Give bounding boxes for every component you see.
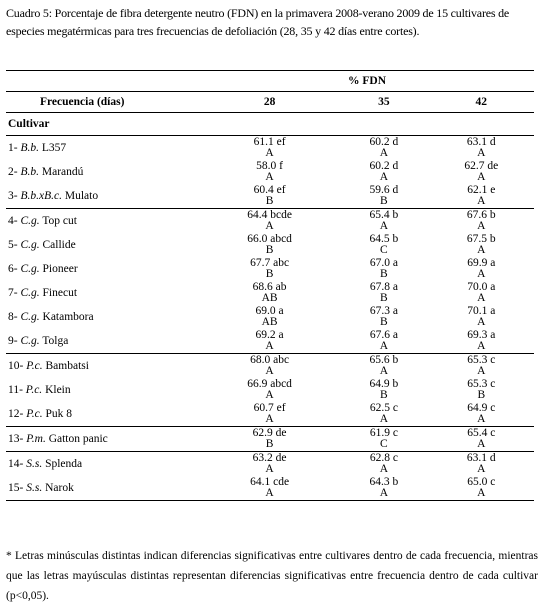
- table-body: [6, 113, 534, 501]
- fdn-table: [6, 70, 534, 501]
- value-cell-28: 69.0 a AB: [255, 305, 284, 328]
- value-cell-42: 63.1 d A: [466, 136, 496, 159]
- group-header-spacer: [6, 71, 200, 92]
- section-row: [6, 113, 534, 136]
- value-cell-35: 59.6 d B: [369, 184, 399, 207]
- cultivar-name: 3- B.b.xB.c. Mulato: [8, 190, 99, 202]
- value-cell-42: 62.7 de A: [464, 160, 499, 183]
- value-cell-42: 67.6 b A: [466, 209, 496, 232]
- value-cell-42: 65.4 c A: [467, 427, 496, 450]
- col-header-28: 28: [263, 96, 276, 108]
- value-cell-35: 64.9 b B: [369, 378, 399, 401]
- column-header-row: [6, 92, 534, 113]
- value-cell-42: 63.1 d A: [466, 452, 496, 475]
- value-cell-28: 60.7 ef A: [253, 402, 286, 425]
- value-cell-42: 70.1 a A: [467, 305, 496, 328]
- value-cell-42: 62.1 e A: [467, 184, 496, 207]
- cultivar-name: 12- P.c. Puk 8: [8, 408, 73, 420]
- table-row: [6, 354, 534, 379]
- value-cell-42: 67.5 b A: [466, 233, 496, 256]
- table-caption: Cuadro 5: Porcentaje de fibra detergente neutro (FDN) en la primavera 2008-verano 2009 de 15 cultivares de especies megatérmicas para tres frecuencias de defoliación (28, 35 y 42 días entre cortes).: [6, 6, 510, 38]
- value-cell-28: 58.0 f A: [256, 160, 283, 183]
- cultivar-name: 5- C.g. Callide: [8, 239, 76, 251]
- value-cell-35: 65.4 b A: [369, 209, 399, 232]
- cultivar-name: 13- P.m. Gatton panic: [8, 433, 108, 445]
- footnote: * Letras minúsculas distintas indican diferencias significativas entre cultivares dentro de cada frecuencia, mientras que las letras mayúsculas distintas representan diferencias significativas entre frecuencia dentro de cada cultivar (p<0,05).: [6, 550, 538, 602]
- table-row: [6, 160, 534, 184]
- value-cell-35: 64.3 b A: [369, 476, 399, 499]
- value-cell-28: 66.0 abcd B: [247, 233, 292, 256]
- cultivar-name: 14- S.s. Splenda: [8, 458, 83, 470]
- cultivar-name: 7- C.g. Finecut: [8, 287, 78, 299]
- value-cell-35: 60.2 d A: [369, 136, 399, 159]
- col-header-frequency: Frecuencia (días): [40, 96, 125, 108]
- table-row: [6, 452, 534, 477]
- table-row: [6, 257, 534, 281]
- col-header-35: 35: [378, 96, 390, 108]
- value-cell-35: 67.6 a A: [369, 329, 398, 352]
- value-cell-28: 69.2 a A: [255, 329, 284, 352]
- cultivar-name: 10- P.c. Bambatsi: [8, 360, 89, 372]
- section-label: Cultivar: [8, 118, 50, 130]
- value-cell-28: 62.9 de B: [252, 427, 287, 450]
- col-header-42: 42: [475, 96, 488, 108]
- value-cell-28: 66.9 abcd A: [247, 378, 292, 401]
- group-header-row: [6, 71, 534, 92]
- value-cell-28: 64.4 bcde A: [247, 209, 292, 232]
- table-row: [6, 184, 534, 209]
- cultivar-name: 9- C.g. Tolga: [8, 335, 69, 347]
- value-cell-42: 64.9 c A: [467, 402, 496, 425]
- value-cell-42: 65.3 c A: [467, 354, 496, 377]
- table-row: [6, 476, 534, 501]
- value-cell-28: 63.2 de A: [252, 452, 287, 475]
- group-header: % FDN: [347, 75, 386, 87]
- value-cell-35: 62.8 c A: [369, 452, 398, 475]
- value-cell-28: 60.4 ef B: [253, 184, 286, 207]
- value-cell-28: 68.6 ab AB: [252, 281, 287, 304]
- value-cell-35: 67.3 a B: [369, 305, 398, 328]
- table-row: [6, 329, 534, 354]
- value-cell-35: 61.9 c C: [369, 427, 398, 450]
- value-cell-42: 65.3 c B: [467, 378, 496, 401]
- table-row: [6, 402, 534, 427]
- value-cell-42: 70.0 a A: [467, 281, 496, 304]
- table-row: [6, 209, 534, 234]
- table-row: [6, 427, 534, 452]
- cultivar-name: 8- C.g. Katambora: [8, 311, 94, 323]
- value-cell-28: 64.1 cde A: [250, 476, 290, 499]
- cultivar-name: 4- C.g. Top cut: [8, 215, 77, 227]
- cultivar-name: 2- B.b. Marandú: [8, 166, 84, 178]
- value-cell-35: 67.0 a B: [369, 257, 398, 280]
- value-cell-42: 69.3 a A: [467, 329, 496, 352]
- value-cell-28: 68.0 abc A: [250, 354, 290, 377]
- cultivar-name: 1- B.b. L357: [8, 142, 67, 154]
- value-cell-28: 67.7 abc B: [250, 257, 290, 280]
- value-cell-28: 61.1 ef A: [253, 136, 286, 159]
- table-row: [6, 233, 534, 257]
- cultivar-name: 11- P.c. Klein: [8, 384, 71, 396]
- value-cell-35: 60.2 d A: [369, 160, 399, 183]
- value-cell-35: 62.5 c A: [369, 402, 398, 425]
- table-row: [6, 378, 534, 402]
- table-row: [6, 305, 534, 329]
- table-row: [6, 136, 534, 161]
- value-cell-42: 65.0 c A: [467, 476, 496, 499]
- value-cell-42: 69.9 a A: [467, 257, 496, 280]
- cultivar-name: 15- S.s. Narok: [8, 482, 74, 494]
- cultivar-name: 6- C.g. Pioneer: [8, 263, 78, 275]
- value-cell-35: 67.8 a B: [369, 281, 398, 304]
- table-row: [6, 281, 534, 305]
- value-cell-35: 65.6 b A: [369, 354, 399, 377]
- value-cell-35: 64.5 b C: [369, 233, 399, 256]
